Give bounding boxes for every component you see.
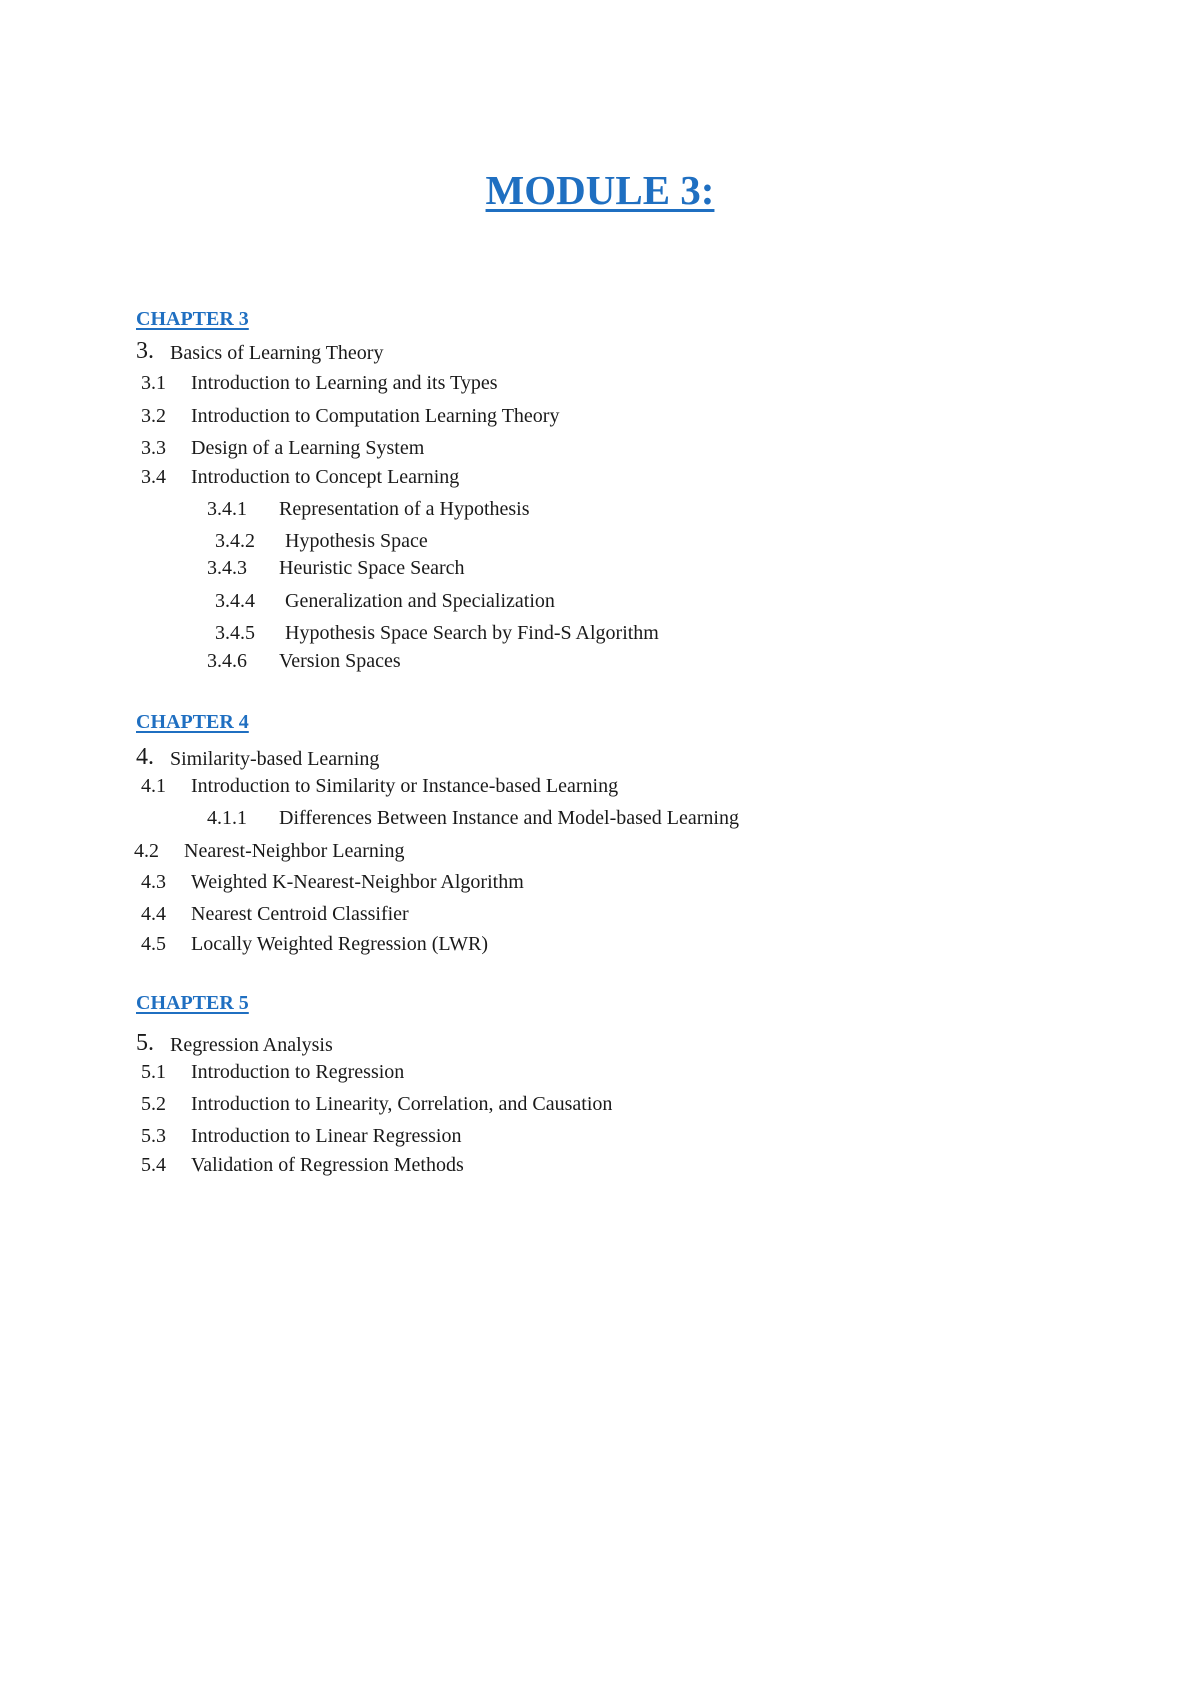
subsection-number: 3.4.6	[207, 650, 247, 672]
section-number: 3.4	[141, 466, 166, 488]
subsection-title: Generalization and Specialization	[285, 590, 555, 612]
chapter-number: 4.	[136, 744, 154, 770]
section-title: Introduction to Linearity, Correlation, and Causation	[191, 1093, 613, 1115]
chapter-title: Similarity-based Learning	[170, 748, 380, 770]
section-number: 4.2	[134, 840, 159, 862]
subsection-title: Representation of a Hypothesis	[279, 498, 530, 520]
section-number: 5.4	[141, 1154, 166, 1176]
subsection-number: 3.4.5	[215, 622, 255, 644]
section-title: Locally Weighted Regression (LWR)	[191, 933, 489, 955]
section-number: 4.3	[141, 871, 166, 893]
section-number: 5.2	[141, 1093, 166, 1115]
section-title: Introduction to Linear Regression	[191, 1125, 462, 1147]
subsection-title: Version Spaces	[279, 650, 401, 672]
subsection-title: Hypothesis Space	[285, 530, 428, 552]
section-title: Nearest Centroid Classifier	[191, 903, 409, 925]
section-title: Introduction to Learning and its Types	[191, 372, 498, 394]
section-number: 3.1	[141, 372, 166, 394]
subsection-number: 4.1.1	[207, 807, 247, 829]
section-number: 4.1	[141, 775, 166, 797]
subsection-number: 3.4.2	[215, 530, 255, 552]
section-title: Introduction to Computation Learning Theory	[191, 405, 560, 427]
module-title: MODULE 3:	[485, 167, 715, 213]
chapter-number: 5.	[136, 1030, 154, 1056]
subsection-number: 3.4.3	[207, 557, 247, 579]
section-number: 5.3	[141, 1125, 166, 1147]
subsection-title: Hypothesis Space Search by Find-S Algorithm	[285, 622, 659, 644]
subsection-title: Heuristic Space Search	[279, 557, 465, 579]
chapter-heading: CHAPTER 4	[136, 711, 249, 733]
section-title: Nearest-Neighbor Learning	[184, 840, 405, 862]
section-number: 4.4	[141, 903, 166, 925]
section-number: 5.1	[141, 1061, 166, 1083]
section-title: Introduction to Concept Learning	[191, 466, 460, 488]
chapter-title: Basics of Learning Theory	[170, 342, 384, 364]
chapter-title: Regression Analysis	[170, 1034, 333, 1056]
section-number: 4.5	[141, 933, 166, 955]
section-number: 3.2	[141, 405, 166, 427]
section-title: Introduction to Similarity or Instance-based Learning	[191, 775, 619, 797]
chapter-heading: CHAPTER 3	[136, 308, 249, 330]
subsection-number: 3.4.4	[215, 590, 255, 612]
section-title: Weighted K-Nearest-Neighbor Algorithm	[191, 871, 524, 893]
chapter-number: 3.	[136, 338, 154, 364]
section-title: Design of a Learning System	[191, 437, 425, 459]
section-title: Validation of Regression Methods	[191, 1154, 464, 1176]
chapter-heading: CHAPTER 5	[136, 992, 249, 1014]
section-title: Introduction to Regression	[191, 1061, 405, 1083]
subsection-title: Differences Between Instance and Model-based Learning	[279, 807, 739, 829]
section-number: 3.3	[141, 437, 166, 459]
subsection-number: 3.4.1	[207, 498, 247, 520]
